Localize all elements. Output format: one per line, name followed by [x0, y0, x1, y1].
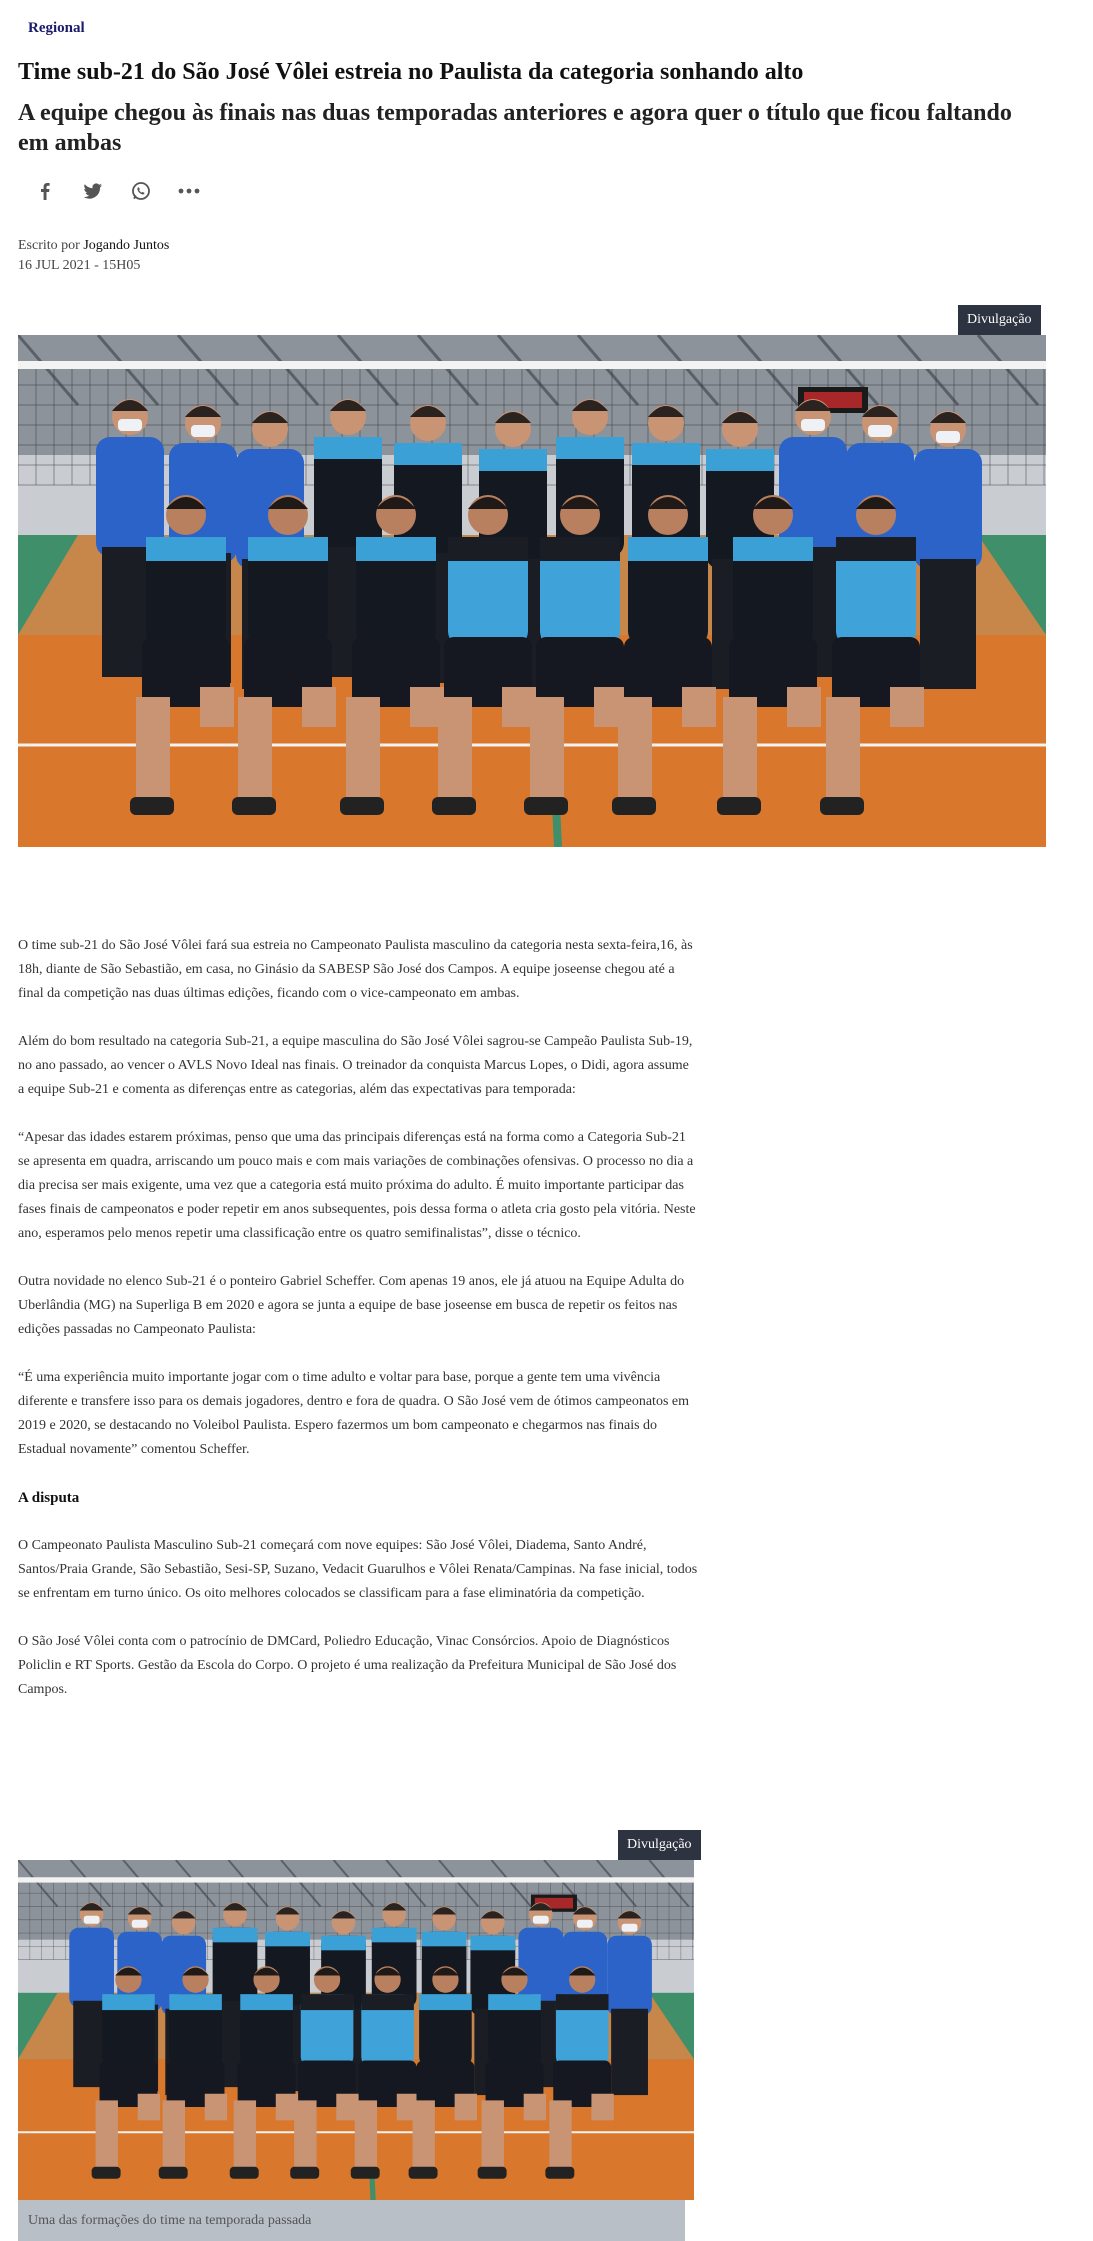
paragraph: O São José Vôlei conta com o patrocínio de DMCard, Poliedro Educação, Vinac Consórcios. Apoio de Diagnósticos Policlin e RT Sports. Gestão da Escola do Corpo. O projeto é uma realização da Prefeitura Municipal de São José dos Campos. — [18, 1634, 677, 1697]
photo-credit: Divulgação — [618, 1830, 701, 1860]
paragraph: Outra novidade no elenco Sub-21 é o ponteiro Gabriel Scheffer. Com apenas 19 anos, ele já atuou na Equipe Adulta do Uberlândia (MG) na Superliga B em 2020 e agora se junta a equipe de base joseense em busca de repetir os feitos nas edições passadas no Campeonato Paulista: — [18, 1274, 685, 1337]
paragraph: Além do bom resultado na categoria Sub-21, a equipe masculina do São José Vôlei sagrou-se Campeão Paulista Sub-19, no ano passado, ao vencer o AVLS Novo Ideal nas finais. O treinador da conquista Marcus Lopes, o Didi, agora assume a equipe Sub-21 e comenta as diferenças entre as categorias, além das expectativas para temporada: — [18, 1034, 693, 1097]
share-bar — [32, 176, 202, 206]
paragraph: O time sub-21 do São José Vôlei fará sua estreia no Campeonato Paulista masculino da categoria nesta sexta-feira,16, às 18h, diante de São Sebastião, em casa, no Ginásio da SABESP São José dos Campos. A equipe joseense chegou até a final da competição nas duas últimas edições, ficando com o vice-campeonato em ambas. — [18, 938, 693, 1001]
publish-date: 16 JUL 2021 - 15H05 — [18, 258, 141, 273]
team-photo-illustration — [18, 335, 1046, 847]
section-label[interactable]: Regional — [28, 20, 85, 36]
photo-credit: Divulgação — [958, 305, 1041, 335]
more-icon[interactable] — [176, 178, 202, 204]
team-photo-secondary — [18, 1860, 694, 2200]
team-photo-illustration — [18, 1860, 694, 2200]
paragraph: “Apesar das idades estarem próximas, penso que uma das principais diferenças está na forma como a Categoria Sub-21 se apresenta em quadra, arriscando um pouco mais e com mais variações de combinações ofensivas. O processo no dia a dia precisa ser mais exigente, uma vez que a categoria está muito próxima do adulto. É muito importante participar das fases finais de campeonatos e poder repetir em anos subsequentes, pois dessa forma o atleta cria gosto pela vitória. Neste ano, esperamos pelo menos repetir uma classificação entre os quatro semifinalistas”, disse o técnico. — [18, 1130, 696, 1241]
twitter-icon[interactable] — [80, 178, 106, 204]
article-body — [18, 934, 698, 1726]
paragraph: O Campeonato Paulista Masculino Sub-21 começará com nove equipes: São José Vôlei, Diadema, Santo André, Santos/Praia Grande, São Sebastião, Sesi-SP, Suzano, Vedacit Guarulhos e Vôlei Renata/Campinas. Na fase inicial, todos se enfrentam em turno único. Os oito melhores colocados se classificam para a fase eliminatória da competição. — [18, 1538, 698, 1601]
byline-prefix: Escrito por — [18, 238, 80, 253]
section-heading: A disputa — [18, 1490, 80, 1506]
byline — [18, 236, 169, 276]
author-name[interactable]: Jogando Juntos — [83, 238, 170, 253]
whatsapp-icon[interactable] — [128, 178, 154, 204]
photo-caption: Uma das formações do time na temporada passada — [18, 2200, 685, 2241]
team-photo — [18, 335, 1046, 847]
paragraph: “É uma experiência muito importante jogar com o time adulto e voltar para base, porque a gente tem uma vivência diferente e transfere isso para os demais jogadores, dentro e fora de quadra. O São José vem de ótimos campeonatos em 2019 e 2020, se destacando no Voleibol Paulista. Espero fazermos um bom campeonato e chegarmos nas finais do Estadual novamente” comentou Scheffer. — [18, 1370, 689, 1457]
article-subtitle: A equipe chegou às finais nas duas temporadas anteriores e agora quer o título que ficou faltando em ambas — [18, 100, 1012, 156]
article-title: Time sub-21 do São José Vôlei estreia no Paulista da categoria sonhando alto — [18, 59, 804, 85]
facebook-icon[interactable] — [32, 178, 58, 204]
